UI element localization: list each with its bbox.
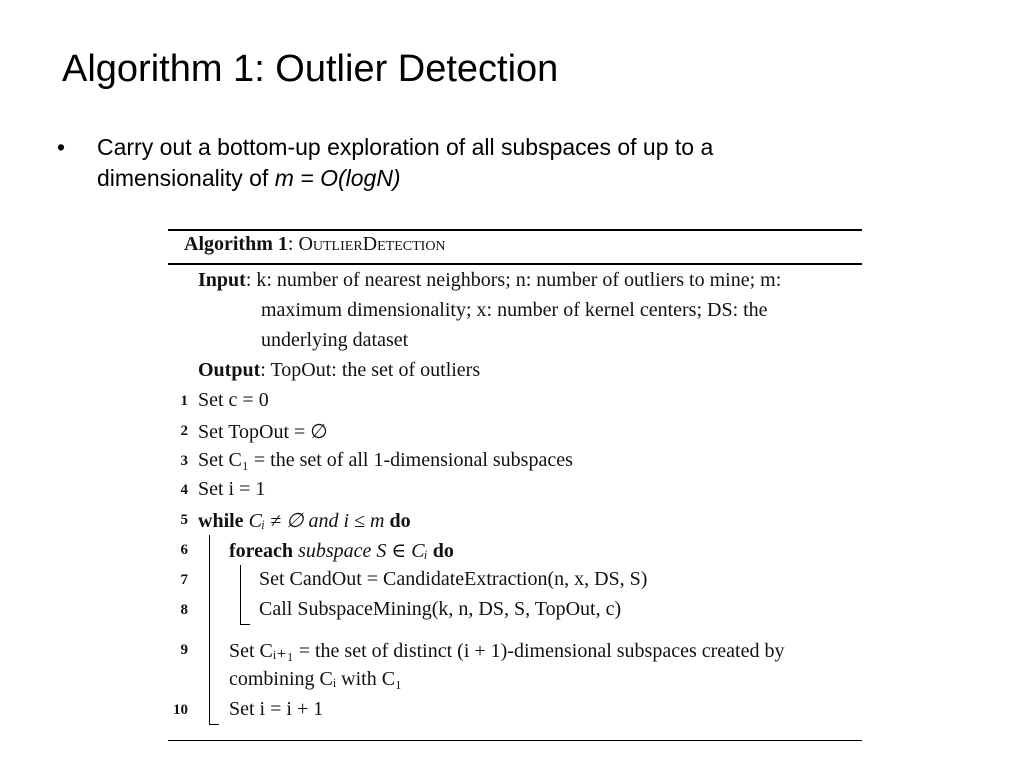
while-keyword: while [198,510,244,532]
algorithm-caption [184,233,446,256]
top-rule [168,229,862,231]
line-number: 7 [180,572,188,588]
algorithm-number: Algorithm 1 [184,233,288,255]
line-number: 4 [180,482,188,498]
algorithm-box [168,229,862,742]
foreach-line [229,538,454,563]
algo-line-text: Set Cᵢ₊₁ = the set of distinct (i + 1)-dimensional subspaces created by [229,640,785,662]
algo-line-text: Set C₁ = the set of all 1-dimensional subspaces [198,449,573,471]
output-line [198,359,480,382]
foreach-block-bar [240,565,241,625]
line-number: 10 [173,702,188,718]
algo-line-text: Set TopOut = ∅ [198,421,328,443]
line-number: 5 [180,512,188,528]
caption-rule [168,263,862,265]
line-number: 2 [180,423,188,439]
algo-line-text: Set i = i + 1 [229,698,324,720]
algo-line-text: Set i = 1 [198,478,266,500]
bullet-text [97,132,837,194]
do-keyword: do [389,510,411,532]
output-text: : TopOut: the set of outliers [260,359,481,381]
algorithm-name: OutlierDetection [298,233,446,255]
algo-line-text: Set CandOut = CandidateExtraction(n, x, DS, S) [259,568,648,590]
line-number: 9 [180,642,188,658]
bullet-text-prefix: Carry out a bottom-up exploration of all subspaces of up to a dimensionality of [97,134,714,191]
while-block-end [209,724,219,725]
algo-line-text-cont: combining Cᵢ with C₁ [229,668,403,690]
line-number: 8 [180,602,188,618]
foreach-keyword: foreach [229,540,294,562]
do-keyword: do [432,540,454,562]
bottom-rule [168,740,862,741]
while-line [198,508,411,533]
input-label: Input [198,269,246,291]
input-line-2: maximum dimensionality; x: number of kernel centers; DS: the [261,299,768,321]
line-number: 1 [180,393,188,409]
while-condition: Cᵢ ≠ ∅ and i ≤ m [248,510,385,532]
while-block-bar [209,535,210,725]
foreach-block-end [240,624,250,625]
algo-line-text: Call SubspaceMining(k, n, DS, S, TopOut, c) [259,598,622,620]
line-number: 3 [180,453,188,469]
output-label: Output [198,359,261,381]
line-number: 6 [180,542,188,558]
input-text-1: : k: number of nearest neighbors; n: number of outliers to mine; m: [245,269,782,291]
algorithm-caption-sep: : [287,233,299,255]
input-line-1 [198,269,781,292]
bullet-marker: • [57,134,66,160]
foreach-condition: subspace S ∈ Cᵢ [298,540,428,562]
input-line-3: underlying dataset [261,329,409,351]
algo-line-text: Set c = 0 [198,389,269,411]
slide-title: Algorithm 1: Outlier Detection [62,48,559,90]
bullet-formula: m = O(logN) [274,165,401,191]
